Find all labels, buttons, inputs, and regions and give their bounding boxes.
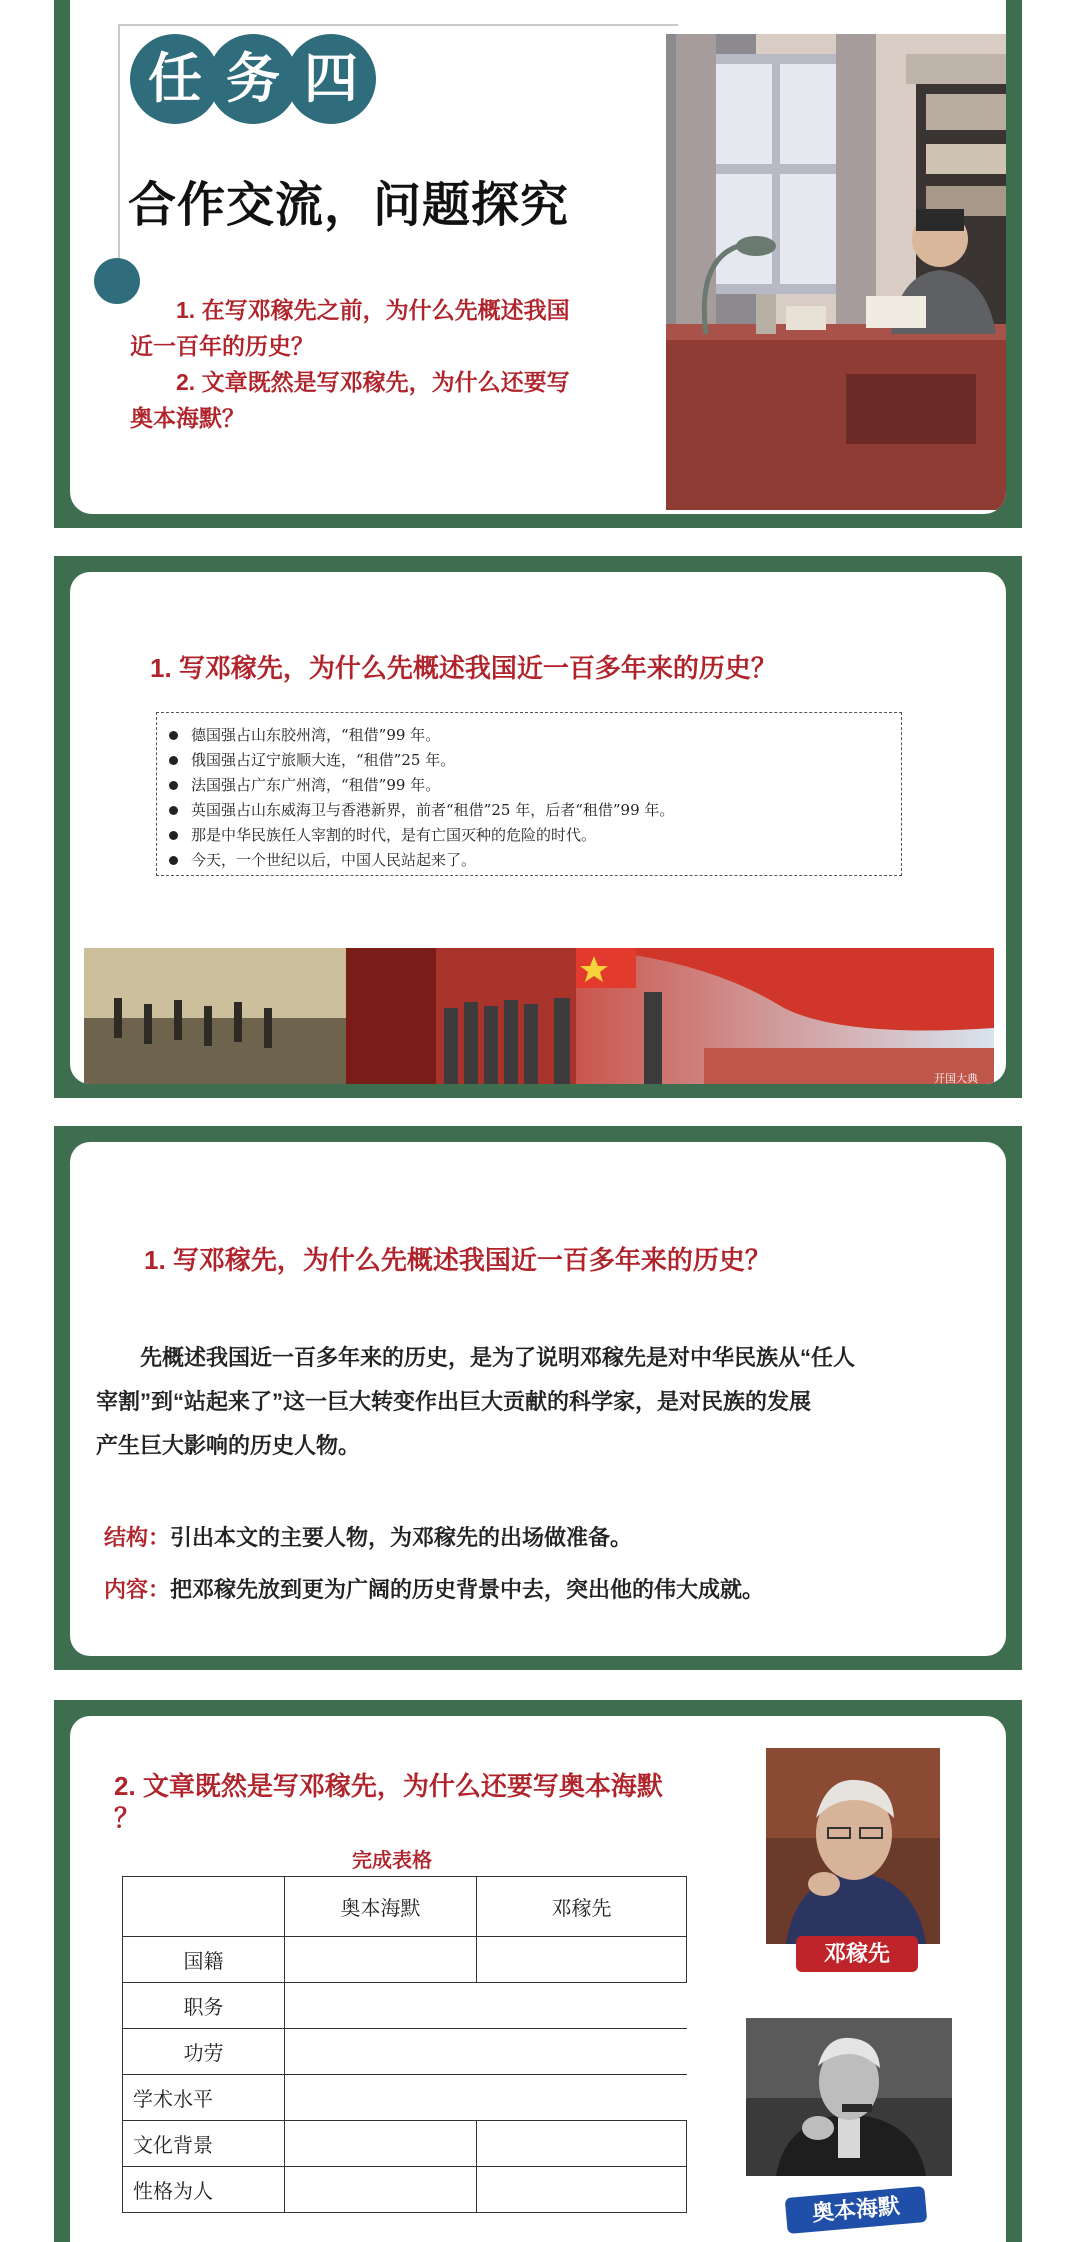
table-row-label: 学术水平	[123, 2075, 285, 2121]
table-row	[123, 2121, 687, 2167]
table-row-label: 国籍	[123, 1937, 285, 1983]
structure-text: 引出本文的主要人物，为邓稼先的出场做准备。	[170, 1525, 633, 1550]
list-item: 今天，一个世纪以后，中国人民站起来了。	[169, 848, 901, 873]
table-row	[123, 2167, 687, 2213]
table-cell[interactable]	[477, 2167, 687, 2213]
slide-card	[70, 1716, 1006, 2242]
divider	[118, 24, 678, 26]
slide-history-reason	[54, 556, 1022, 1098]
question-1-line2: 近一百年的历史？	[130, 333, 314, 359]
scientist-study-illustration	[666, 34, 1006, 510]
list-item: 法国强占广东广州湾，“租借”99 年。	[169, 773, 901, 798]
paragraph-line: 先概述我国近一百多年来的历史，是为了说明邓稼先是对中华民族从“任人	[140, 1345, 856, 1370]
task-char-3: 四	[286, 34, 376, 124]
history-banner-image	[84, 948, 994, 1084]
list-item: 英国强占山东威海卫与香港新界，前者“租借”25 年，后者“租借”99 年。	[169, 798, 901, 823]
question-title: 1. 写邓稼先，为什么先概述我国近一百多年来的历史？	[150, 653, 777, 683]
table-cell[interactable]	[285, 2075, 687, 2121]
question-2-line1: 2. 文章既然是写邓稼先，为什么还要写	[176, 369, 570, 395]
slide-card	[70, 1142, 1006, 1656]
list-item: 俄国强占辽宁旅顺大连，“租借”25 年。	[169, 748, 901, 773]
history-notes-list	[169, 723, 901, 873]
divider	[118, 24, 120, 264]
question-1-line1: 1. 在写邓稼先之前，为什么先概述我国	[176, 297, 570, 323]
table-row	[123, 2075, 687, 2121]
oppenheimer-photo	[746, 2018, 952, 2176]
table-row	[123, 1937, 687, 1983]
content-text: 把邓稼先放到更为广阔的历史背景中去，突出他的伟大成就。	[170, 1577, 765, 1602]
table-row-label: 性格为人	[123, 2167, 285, 2213]
question-list	[130, 292, 650, 436]
answer-paragraph	[96, 1336, 976, 1468]
paragraph-line: 宰割”到“站起来了”这一巨大转变作出巨大贡献的科学家，是对民族的发展	[96, 1389, 812, 1414]
table-cell[interactable]	[285, 2029, 687, 2075]
question-title	[114, 1770, 663, 1834]
slide-oppenheimer-question	[54, 1700, 1022, 2242]
table-row-label: 职务	[123, 1983, 285, 2029]
slide-task-four	[54, 0, 1022, 528]
table-header-cell: 奥本海默	[285, 1877, 477, 1937]
table-header-cell: 邓稼先	[477, 1877, 687, 1937]
comparison-table	[122, 1876, 687, 2213]
list-item: 那是中华民族任人宰割的时代，是有亡国灭种的危险的时代。	[169, 823, 901, 848]
name-tag-deng: 邓稼先	[796, 1936, 918, 1972]
question-title-line: 2. 文章既然是写邓稼先，为什么还要写奥本海默	[114, 1771, 663, 1801]
table-header-cell	[123, 1877, 285, 1937]
question-title: 1. 写邓稼先，为什么先概述我国近一百多年来的历史？	[144, 1245, 771, 1275]
table-row	[123, 1983, 687, 2029]
table-row-label: 文化背景	[123, 2121, 285, 2167]
content-label: 内容：	[104, 1577, 171, 1602]
slide-title: 合作交流，问题探究	[128, 179, 570, 232]
deng-jiaxian-photo	[766, 1748, 940, 1944]
table-caption: 完成表格	[352, 1848, 432, 1872]
name-tag-oppenheimer: 奥本海默	[785, 2186, 928, 2234]
table-cell[interactable]	[477, 2121, 687, 2167]
table-row-label: 功劳	[123, 2029, 285, 2075]
history-notes-box	[156, 712, 902, 876]
table-cell[interactable]	[285, 2121, 477, 2167]
table-cell[interactable]	[285, 1937, 477, 1983]
structure-label: 结构：	[104, 1525, 171, 1550]
paragraph-line: 产生巨大影响的历史人物。	[96, 1433, 361, 1458]
slide-history-answer	[54, 1126, 1022, 1670]
table-cell[interactable]	[285, 1983, 687, 2029]
task-char-2: 务	[208, 34, 298, 124]
table-cell[interactable]	[285, 2167, 477, 2213]
table-cell[interactable]	[477, 1937, 687, 1983]
structure-line	[104, 1516, 632, 1560]
task-char-1: 任	[130, 34, 220, 124]
question-title-line: ？	[114, 1803, 141, 1833]
question-2-line2: 奥本海默？	[130, 405, 245, 431]
list-item: 德国强占山东胶州湾，“租借”99 年。	[169, 723, 901, 748]
slide-card	[70, 572, 1006, 1084]
banner-watermark: 开国大典	[934, 1073, 978, 1085]
content-line	[104, 1568, 764, 1612]
slide-card	[70, 0, 1006, 514]
table-header-row	[123, 1877, 687, 1937]
table-row	[123, 2029, 687, 2075]
